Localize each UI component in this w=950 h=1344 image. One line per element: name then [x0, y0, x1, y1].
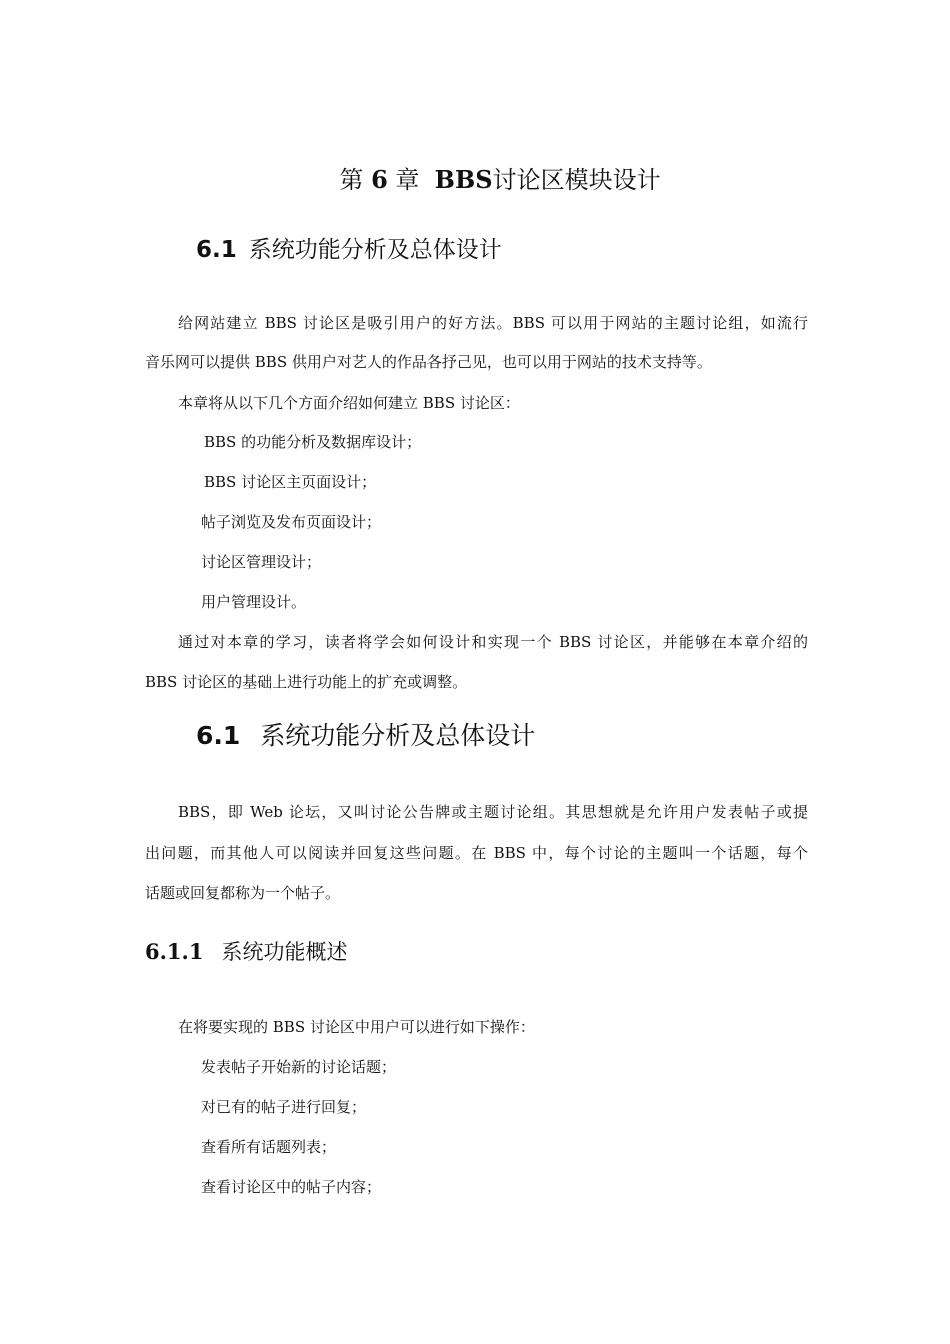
paragraph-line: 在将要实现的 BBS 讨论区中用户可以进行如下操作：: [178, 1018, 535, 1036]
paragraph-line: 本章将从以下几个方面介绍如何建立 BBS 讨论区：: [178, 394, 520, 412]
paragraph-line: 通过对本章的学习，读者将学会如何设计和实现一个 BBS 讨论区，并能够在本章介绍的: [178, 633, 808, 651]
list-item: BBS 的功能分析及数据库设计；: [204, 433, 422, 451]
chapter-prefix: 第: [339, 166, 364, 194]
section-title: 系统功能分析及总体设计: [248, 237, 502, 263]
list-item: 讨论区管理设计；: [201, 553, 322, 571]
chapter-suffix: 章: [395, 166, 420, 194]
list-item: 帖子浏览及发布页面设计；: [201, 513, 382, 531]
section-title: 系统功能分析及总体设计: [260, 721, 536, 750]
section-number: 6.1: [196, 721, 241, 750]
chapter-name: 讨论区模块设计: [492, 166, 661, 194]
list-item: 用户管理设计。: [201, 593, 307, 611]
list-item: 查看所有话题列表；: [201, 1138, 337, 1156]
section-heading: [196, 719, 535, 753]
chapter-number: 6: [371, 165, 388, 194]
list-item: 查看讨论区中的帖子内容；: [201, 1178, 382, 1196]
paragraph-line: 出问题，而其他人可以阅读并回复这些问题。在 BBS 中，每个讨论的主题叫一个话题，每个: [145, 844, 808, 862]
list-item: 发表帖子开始新的讨论话题；: [201, 1058, 397, 1076]
subsection-heading: [145, 937, 347, 967]
subsection-number: 6.1.1: [145, 939, 204, 964]
list-item: BBS 讨论区主页面设计；: [204, 473, 377, 491]
paragraph-line: BBS，即 Web 论坛，又叫讨论公告牌或主题讨论组。其思想就是允许用户发表帖子或提: [178, 803, 808, 821]
chapter-title: [0, 163, 950, 197]
paragraph-line: 给网站建立 BBS 讨论区是吸引用户的好方法。BBS 可以用于网站的主题讨论组，如流行: [178, 314, 808, 332]
chapter-bbs: BBS: [434, 165, 493, 194]
section-number: 6.1: [196, 237, 237, 263]
paragraph-line: 话题或回复都称为一个帖子。: [145, 884, 341, 902]
section-heading: [196, 234, 502, 266]
paragraph-line: 音乐网可以提供 BBS 供用户对艺人的作品各抒己见，也可以用于网站的技术支持等。: [145, 353, 712, 371]
subsection-title: 系统功能概述: [221, 940, 348, 964]
list-item: 对已有的帖子进行回复；: [201, 1098, 367, 1116]
paragraph-line: BBS 讨论区的基础上进行功能上的扩充或调整。: [145, 673, 468, 691]
